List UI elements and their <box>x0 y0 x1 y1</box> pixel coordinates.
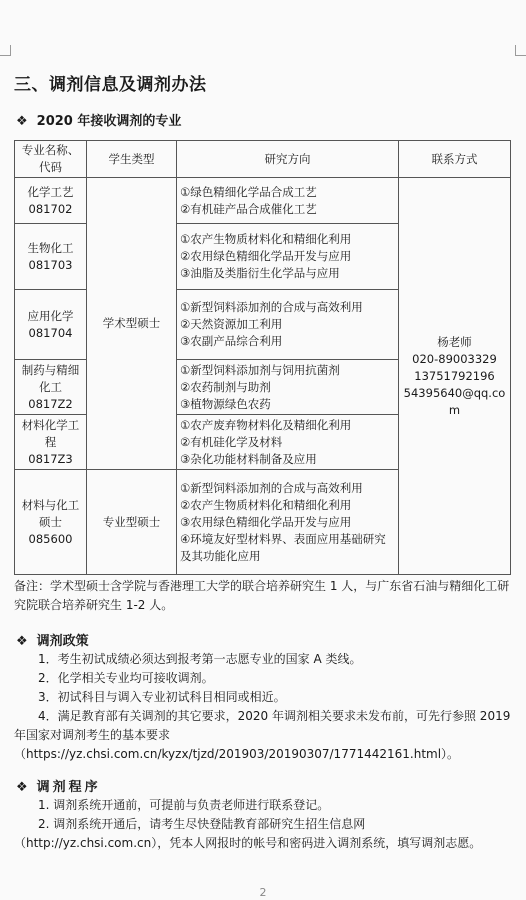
subheading-label: 调剂政策 <box>36 634 89 649</box>
major-cell: 材料与化工硕士 085600 <box>15 470 87 575</box>
student-type-cell: 学术型硕士 <box>87 178 177 470</box>
procedure-item: 2. 调剂系统开通后，请考生尽快登陆教育部研究生招生信息网（http://yz.chsi.com.cn），凭本人网报时的帐号和密码进入调剂系统，填写调剂志愿。 <box>14 817 482 850</box>
crop-mark-right <box>515 45 526 56</box>
majors-table <box>14 140 511 575</box>
section-title: 三、调剂信息及调剂办法 <box>14 75 207 95</box>
major-cell: 化学工艺 081702 <box>15 178 87 224</box>
direction-cell: ①新型饲料添加剂的合成与高效利用 ②天然资源加工利用 ③农副产品综合利用 <box>177 290 399 360</box>
subheading-label: 调剂程序 <box>36 780 101 795</box>
page-number: 2 <box>259 886 267 899</box>
contact-cell: 杨老师 020-89003329 13751792196 54395640@qq.com <box>399 178 511 575</box>
major-cell: 应用化学 081704 <box>15 290 87 360</box>
direction-cell: ①新型饲料添加剂的合成与高效利用 ②农产生物质材料化和精细化利用 ③农用绿色精细化学品开发与应用 ④环境友好型材料界、表面应用基础研究及其功能化应用 <box>177 470 399 575</box>
diamond-bullet-icon: ❖ <box>16 114 28 129</box>
policy-item: 4．满足教育部有关调剂的其它要求，2020 年调剂相关要求未发布前，可先行参照 2019 年国家对调剂考生的基本要求（https://yz.chsi.com.cn/kyzx/tjzd/201903/20190307/1771442161.html）。 <box>14 709 511 761</box>
header-major: 专业名称、代码 <box>15 141 87 178</box>
header-direction: 研究方向 <box>177 141 399 178</box>
subheading-procedure <box>16 776 101 795</box>
table-note: 备注：学术型硕士含学院与香港理工大学的联合培养研究生 1 人，与广东省石油与精细化工研究院联合培养研究生 1-2 人。 <box>14 579 510 612</box>
diamond-bullet-icon: ❖ <box>16 634 28 649</box>
subheading-policy <box>16 630 89 649</box>
table-header-row <box>15 141 511 178</box>
direction-cell: ①农产生物质材料化和精细化利用 ②农用绿色精细化学品开发与应用 ③油脂及类脂衍生化学品与应用 <box>177 224 399 290</box>
crop-mark-left <box>0 45 11 56</box>
major-cell: 制药与精细化工 0817Z2 <box>15 360 87 415</box>
subheading-label: 2020 年接收调剂的专业 <box>36 114 182 129</box>
table-row <box>15 178 511 224</box>
policy-item: 1．考生初试成绩必须达到报考第一志愿专业的国家 A 类线。 <box>38 652 362 666</box>
major-cell: 生物化工 081703 <box>15 224 87 290</box>
student-type-cell: 专业型硕士 <box>87 470 177 575</box>
major-cell: 材料化学工程 0817Z3 <box>15 415 87 470</box>
policy-item: 3．初试科目与调入专业初试科目相同或相近。 <box>38 690 286 704</box>
policy-item: 2．化学相关专业均可接收调剂。 <box>38 671 214 685</box>
direction-cell: ①绿色精细化学品合成工艺 ②有机硅产品合成催化工艺 <box>177 178 399 224</box>
header-contact: 联系方式 <box>399 141 511 178</box>
diamond-bullet-icon: ❖ <box>16 780 28 795</box>
subheading-majors <box>16 110 181 129</box>
direction-cell: ①农产废弃物材料化及精细化利用 ②有机硅化学及材料 ③杂化功能材料制备及应用 <box>177 415 399 470</box>
direction-cell: ①新型饲料添加剂与饲用抗菌剂 ②农药制剂与助剂 ③植物源绿色农药 <box>177 360 399 415</box>
procedure-item: 1. 调剂系统开通前，可提前与负责老师进行联系登记。 <box>38 798 330 812</box>
header-type: 学生类型 <box>87 141 177 178</box>
